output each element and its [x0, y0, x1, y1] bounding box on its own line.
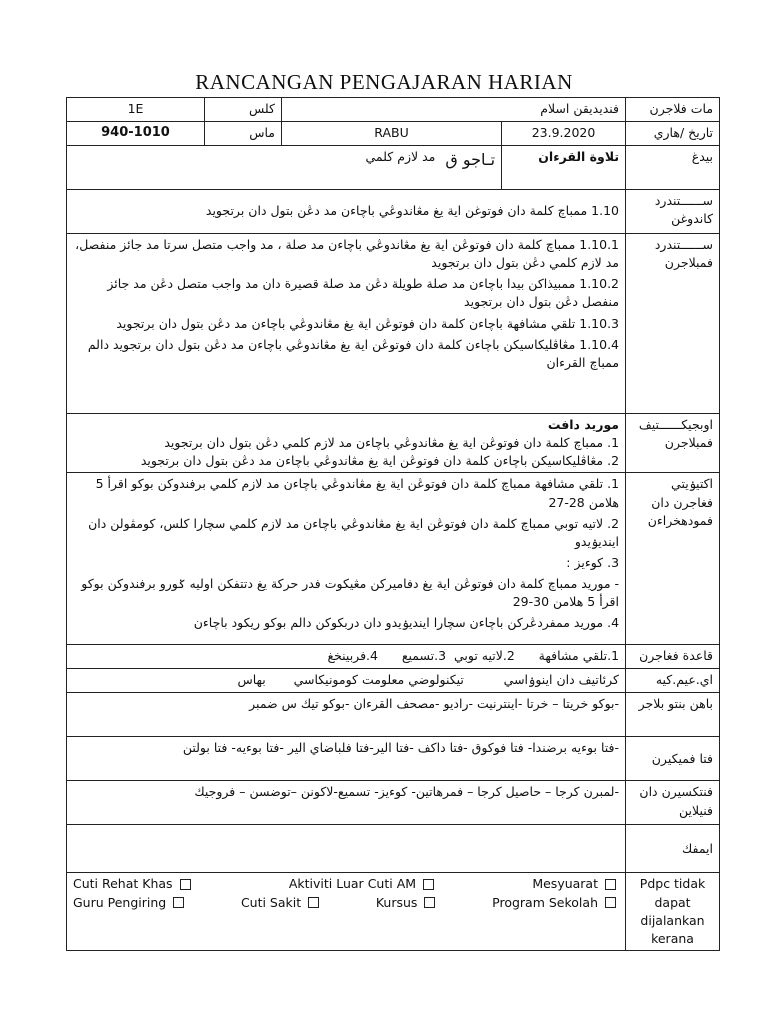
activity-item: 1. تلقي مشافهة ممباچ كلمة دان فوتوڠن اية يغ مڠاندوڠي باچاءن مد لازم كلمي برفندوكن بوكو اقرأ 5 هلامن 28-27 — [95, 476, 620, 510]
domain-row — [67, 146, 720, 190]
activity-item: 3. كوءيز : — [566, 554, 620, 570]
topic-value: مد لازم كلمي — [365, 149, 436, 164]
learning-standard-item: 1.10.2 ممبيذاكن بيدا باچاءن مد صلة طويلة دڠن مد صلة قصيرة دان مد واجب متصل دڠن مد جائز منفصل دڠن بتول دان برتجويد — [107, 276, 620, 310]
objective-item: 2. مڠاڤليكاسيكن باچاءن كلمة دان فوتوڠن اية يغ مڠاندوڠي باچاءن مد دڠن بتول دان برتجويد — [140, 453, 620, 469]
checkbox-icon[interactable] — [605, 879, 616, 890]
standard-content-value: 1.10 ممباچ كلمة دان فوتوغن اية يغ مڠاندوڠي باچاءن مد دڠن بتول دان برتجويد — [67, 190, 626, 234]
option-program-sekolah[interactable]: Program Sekolah — [492, 894, 619, 912]
activities-list — [67, 473, 626, 645]
learning-standard-item: 1.10.4 مڠاڤليكاسيكن باچاءن كلمة دان فوتوڠن اية يغ مڠاندوڠي باچاءن مد دڠن بتول دان برتجويد دالم ممباچ القرءان — [87, 336, 620, 370]
method-value: 1.تلقي مشافهة 2.لاتيه توبي 3.تسميع 4.فربينخغ — [67, 645, 626, 669]
activity-item: 2. لاتيه توبي ممباچ كلمة دان فوتوڠن اية يغ مڠاندوڠي باچاءن مد لازم كلمي سچارا كلس، كومڤولن دان اينديۏيدو — [88, 515, 620, 549]
objectives-row — [67, 414, 720, 473]
assessment-label: فنتكسيرن دان فنيلاين — [626, 781, 720, 825]
checkbox-icon[interactable] — [424, 897, 435, 908]
reflection-value — [67, 825, 626, 873]
date-row — [67, 122, 720, 146]
emk-value: كرئاتيف دان اينوۏاسي تيكنولوضي معلومت كومونيكاسي بهاس — [67, 669, 626, 693]
reflection-label: ايمفك — [626, 825, 720, 873]
pdpc-row — [67, 873, 720, 951]
option-aktiviti-luar[interactable]: Aktiviti Luar Cuti AM — [289, 875, 437, 893]
learning-standard-item: 1.10.3 تلقي مشافهة باچاءن كلمة دان فوتوڠن اية يغ مڠاندوڠي باچاءن مد دڠن بتول دان برتجويد — [116, 315, 620, 331]
time-value: 940-1010 — [67, 122, 205, 146]
subject-row — [67, 98, 720, 122]
objectives-heading: موريد دافت — [547, 417, 620, 432]
learning-standard-list — [67, 234, 626, 414]
activity-item: - موريد ممباچ كلمة دان فوتوڠن اية يغ دفاميركن مڠيكوت فدر حركة يغ دتتفكن اوليه ݢورو برفندوكن بوكو اقرأ 5 هلامن 30-29 — [81, 576, 620, 610]
activity-item: 4. موريد ممفردڠركن باچاءن سچارا اينديۏيدو دان دربكوكن دالم بوكو ريكود باچاءن — [193, 615, 620, 631]
learning-standard-row — [67, 234, 720, 414]
assessment-value: -لمبرن كرجا – حاصيل كرجا – فمرهاتين- كوءيز- تسميع-لاكونن –توضسن – فروجيك — [67, 781, 626, 825]
emk-row — [67, 669, 720, 693]
standard-content-label: ســــــتندرد كاندوغن — [626, 190, 720, 234]
materials-label: باهن بنتو بلاجر — [626, 693, 720, 737]
thinking-map-row — [67, 737, 720, 781]
date-label: تاريخ /هاري — [626, 122, 720, 146]
class-label: كلس — [205, 98, 282, 122]
time-label: ماس — [205, 122, 282, 146]
option-kursus[interactable]: Kursus — [376, 894, 439, 912]
option-guru-pengiring[interactable]: Guru Pengiring — [73, 894, 187, 912]
objectives-list — [67, 414, 626, 473]
method-label: قاعدة فغاجرن — [626, 645, 720, 669]
thinking-map-label: فتا فميكيرن — [626, 737, 720, 781]
objectives-label: اوبجيكــــــتيف فمبلاجرن — [626, 414, 720, 473]
checkbox-icon[interactable] — [180, 879, 191, 890]
activities-label: اكتيۏيتي فغاجرن دان فمودهخراءن — [626, 473, 720, 645]
lesson-plan-table — [66, 97, 720, 951]
topic-label: تـاجو ق — [445, 150, 496, 169]
option-cuti-rehat-khas[interactable]: Cuti Rehat Khas — [73, 875, 194, 893]
reflection-row — [67, 825, 720, 873]
option-mesyuarat[interactable]: Mesyuarat — [532, 875, 619, 893]
standard-content-row — [67, 190, 720, 234]
option-cuti-sakit[interactable]: Cuti Sakit — [241, 894, 322, 912]
learning-standard-label: ســــــتندرد فمبلاجرن — [626, 234, 720, 414]
subject-label: مات فلاجرن — [626, 98, 720, 122]
pdpc-options — [67, 873, 626, 951]
method-row — [67, 645, 720, 669]
checkbox-icon[interactable] — [605, 897, 616, 908]
topic-cell — [67, 146, 502, 190]
objective-item: 1. ممباچ كلمة دان فوتوڠن اية يغ مڠاندوڠي باچاءن مد لازم كلمي دڠن بتول دان برتجويد — [164, 435, 620, 451]
activities-row — [67, 473, 720, 645]
pdpc-label: Pdpc tidak dapat dijalankan kerana — [626, 873, 720, 951]
thinking-map-value: -فتا بوءيه برضندا- فتا فوكوق -فتا داكف -فتا الير-فتا فلباضاي الير -فتا بوءيه- فتا بولتن — [67, 737, 626, 781]
checkbox-icon[interactable] — [423, 879, 434, 890]
domain-value: تلاوة القرءان — [502, 146, 626, 190]
domain-label: بيدغ — [626, 146, 720, 190]
materials-value: -بوكو خريتا – خرتا -اينترنيت -راديو -مصحف القرءان -بوكو تيك س ضمبر — [67, 693, 626, 737]
date-value: 23.9.2020 — [502, 122, 626, 146]
page-title: RANCANGAN PENGAJARAN HARIAN — [195, 70, 573, 94]
learning-standard-item: 1.10.1 ممباچ كلمة دان فوتوڠن اية يغ مڠاندوڠي باچاءن مد صلة ، مد واجب متصل سرتا مد جائز منفصل، مد لازم كلمي دڠن بتول دان برتجويد — [75, 237, 620, 271]
checkbox-icon[interactable] — [308, 897, 319, 908]
subject-value: فنديديقن اسلام — [282, 98, 626, 122]
class-value: 1E — [67, 98, 205, 122]
materials-row — [67, 693, 720, 737]
assessment-row — [67, 781, 720, 825]
day-value: RABU — [282, 122, 502, 146]
emk-label: اي.عيم.كيه — [626, 669, 720, 693]
checkbox-icon[interactable] — [173, 897, 184, 908]
